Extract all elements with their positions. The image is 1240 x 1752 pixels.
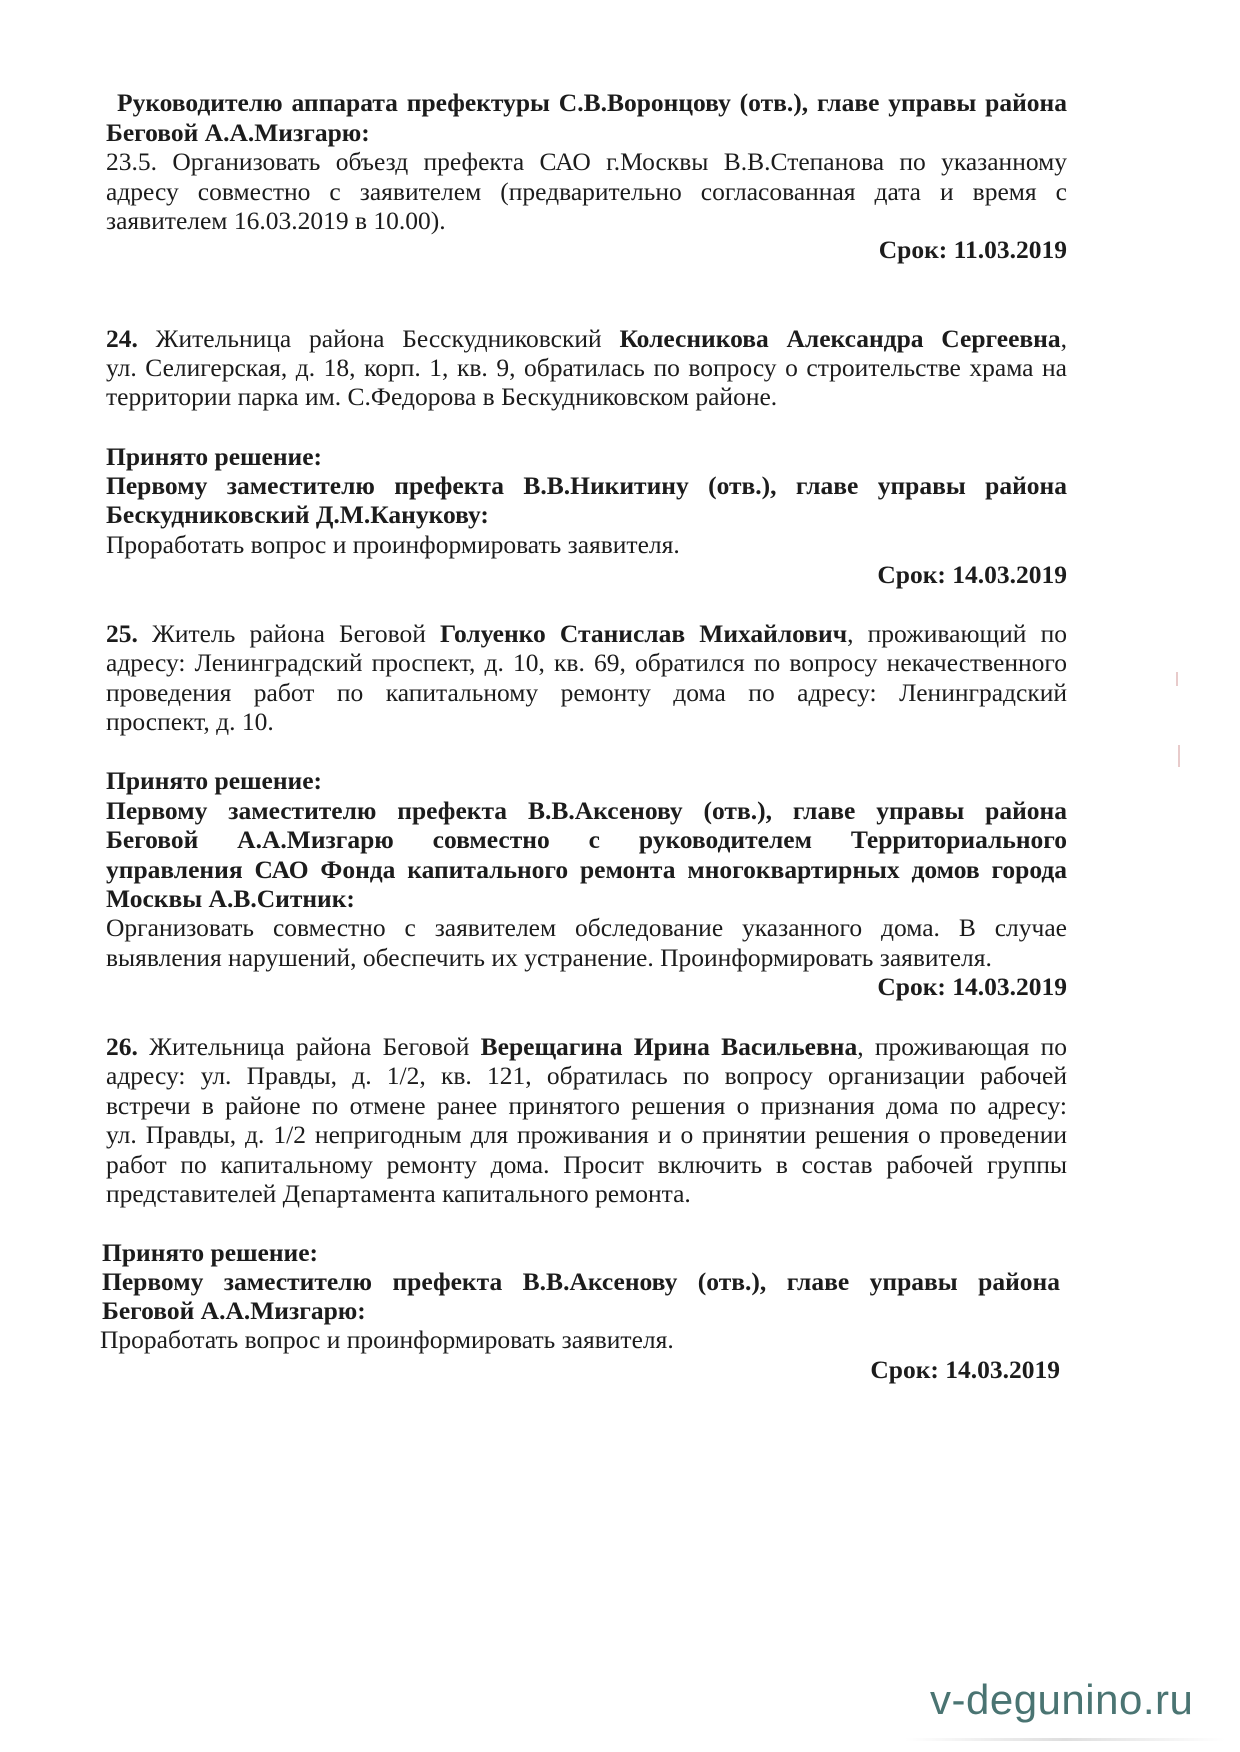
item-26-action: Проработать вопрос и проинформировать заявителя. <box>100 1325 674 1354</box>
item-25-decision-label: Принято решение: <box>106 766 323 795</box>
item-26-assignee-line2: Беговой А.А.Мизгарю: <box>102 1296 366 1325</box>
item-26-after-name: , проживающая по <box>857 1032 1068 1061</box>
item-25-action-line1: Организовать совместно с заявителем обследование указанного дома. В случае <box>106 913 1067 942</box>
item-26-line5: работ по капитальному ремонту дома. Просит включить в состав рабочей группы <box>106 1150 1067 1179</box>
item-26-assignee-line1: Первому заместителю префекта В.В.Аксенову (отв.), главе управы района <box>102 1267 1060 1296</box>
assignee-23-5-line1: Руководителю аппарата префектуры С.В.Воронцову (отв.), главе управы района <box>117 88 1067 117</box>
text-23-5-line1: 23.5. Организовать объезд префекта САО г.Москвы В.В.Степанова по указанному <box>106 147 1067 176</box>
item-24-line3: территории парка им. С.Федорова в Бескудниковском районе. <box>106 382 778 411</box>
scan-mark <box>1176 672 1178 686</box>
item-26-intro: Жительница района Беговой <box>137 1032 481 1061</box>
item-26-applicant-name: Верещагина Ирина Васильевна <box>480 1032 858 1061</box>
text-23-5-line2: адресу совместно с заявителем (предварительно согласованная дата и время с <box>106 177 1067 206</box>
item-24-number: 24. <box>106 324 138 353</box>
item-25-number: 25. <box>106 619 138 648</box>
item-24-action: Проработать вопрос и проинформировать заявителя. <box>106 530 680 559</box>
item-25-line3: проведения работ по капитальному ремонту дома по адресу: Ленинградский <box>106 678 1067 707</box>
item-25-assignee-line2: Беговой А.А.Мизгарю совместно с руководителем Территориального <box>106 825 1067 854</box>
item-24-intro: Жительница района Бесскудниковский <box>137 324 620 353</box>
item-26-line6: представителей Департамента капитального ремонта. <box>106 1179 691 1208</box>
item-25-assignee-line4: Москвы А.В.Ситник: <box>106 884 355 913</box>
text-23-5-line3: заявителем 16.03.2019 в 10.00). <box>106 206 446 235</box>
deadline-24: Срок: 14.03.2019 <box>877 560 1067 589</box>
item-24-after-name: , <box>1060 324 1067 353</box>
scan-mark <box>1178 745 1180 767</box>
item-26-number: 26. <box>106 1032 138 1061</box>
item-25-after-name: , проживающий по <box>847 619 1067 648</box>
item-24-assignee-line2: Бескудниковский Д.М.Канукову: <box>106 500 489 529</box>
item-24-applicant-name: Колесникова Александра Сергеевна <box>619 324 1061 353</box>
item-26-decision-label: Принято решение: <box>102 1238 319 1267</box>
item-26-line4: ул. Правды, д. 1/2 непригодным для проживания и о принятии решения о проведении <box>106 1120 1067 1149</box>
item-25-intro: Житель района Беговой <box>137 619 440 648</box>
assignee-23-5-line2: Беговой А.А.Мизгарю: <box>106 118 370 147</box>
item-25-assignee-line1: Первому заместителю префекта В.В.Аксенову (отв.), главе управы района <box>106 796 1067 825</box>
deadline-26: Срок: 14.03.2019 <box>870 1355 1060 1384</box>
item-24-decision-label: Принято решение: <box>106 442 323 471</box>
item-24-line2: ул. Селигерская, д. 18, корп. 1, кв. 9, обратилась по вопросу о строительстве храма на <box>106 353 1067 382</box>
item-25-line2: адресу: Ленинградский проспект, д. 10, кв. 69, обратился по вопросу некачественного <box>106 648 1067 677</box>
deadline-23-5: Срок: 11.03.2019 <box>878 235 1067 264</box>
item-25-line4: проспект, д. 10. <box>106 707 274 736</box>
item-25-assignee-line3: управления САО Фонда капитального ремонта многоквартирных домов города <box>106 855 1067 884</box>
site-watermark: v-degunino.ru <box>930 1676 1194 1723</box>
item-26-line2: адресу: ул. Правды, д. 1/2, кв. 121, обратилась по вопросу организации рабочей <box>106 1061 1067 1090</box>
item-26-line3: встречи в районе по отмене ранее принятого решения о признания дома по адресу: <box>106 1091 1067 1120</box>
item-25-action-line2: выявления нарушений, обеспечить их устранение. Проинформировать заявителя. <box>106 943 992 972</box>
item-24-assignee-line1: Первому заместителю префекта В.В.Никитину (отв.), главе управы района <box>106 471 1067 500</box>
item-25-applicant-name: Голуенко Станислав Михайлович <box>439 619 848 648</box>
watermark-underline <box>905 1738 1225 1741</box>
deadline-25: Срок: 14.03.2019 <box>877 972 1067 1001</box>
